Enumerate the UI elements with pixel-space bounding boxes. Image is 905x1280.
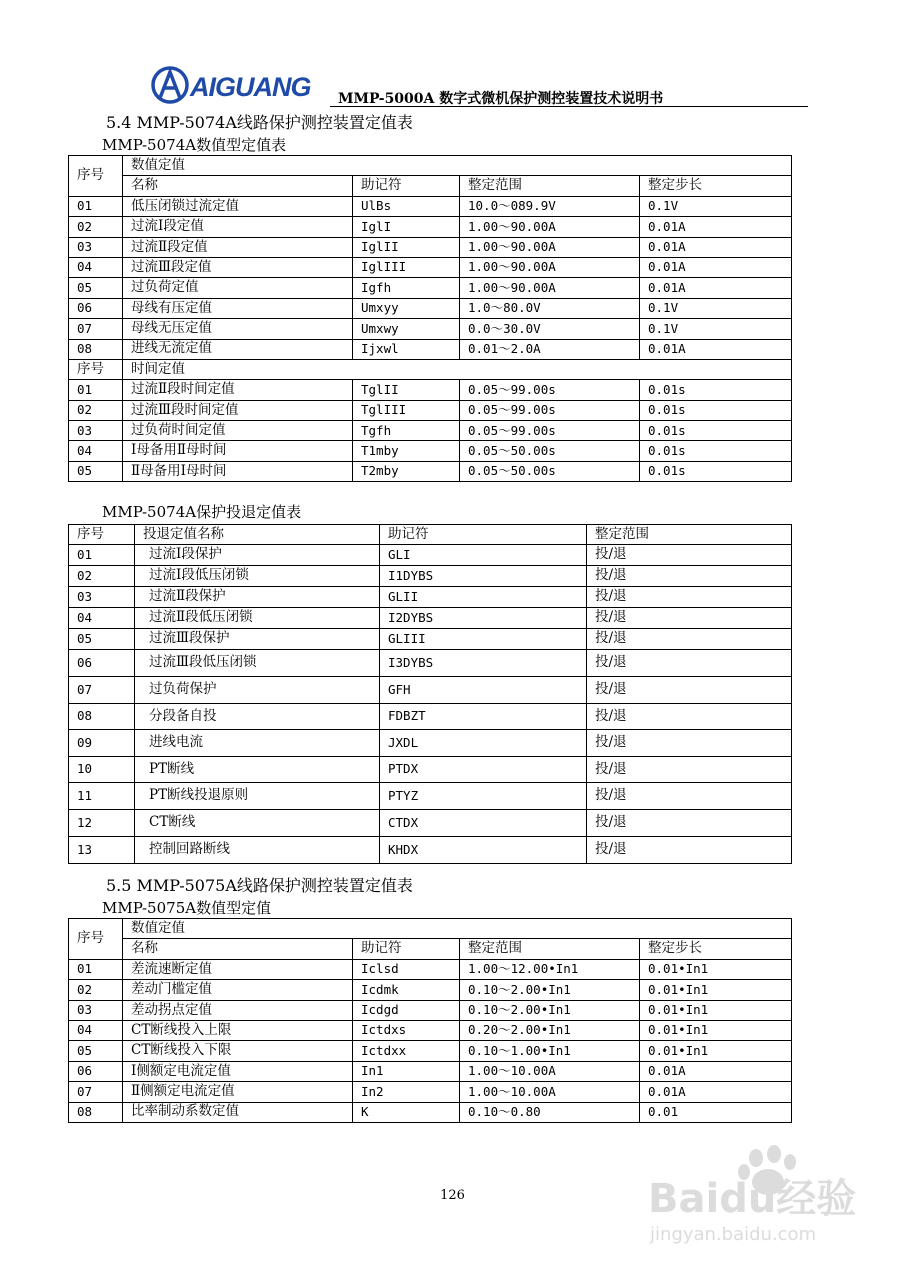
table-row [69,380,792,400]
range-cell: 投/退 [587,545,792,566]
mnemonic-cell: I1DYBS [380,566,587,587]
table-row [69,400,792,420]
name-cell: Ⅰ母备用Ⅱ母时间 [123,441,353,461]
name-cell: 进线无流定值 [123,339,353,359]
range-cell: 0.20～2.00•In1 [460,1020,640,1040]
range-cell: 0.10～2.00•In1 [460,1000,640,1020]
seq-cell: 08 [69,1102,123,1122]
range-cell: 投/退 [587,837,792,864]
table-row [69,837,792,864]
seq-cell: 01 [69,380,123,400]
name-cell: CT断线投入下限 [123,1041,353,1061]
range-cell: 投/退 [587,810,792,837]
numeric-settings-table-5074a [68,155,792,482]
name-cell: CT断线投入上限 [123,1020,353,1040]
seq-cell: 11 [69,783,135,810]
step-cell: 0.01•In1 [640,1020,792,1040]
seq-cell: 05 [69,629,135,650]
seq-header: 序号 [69,919,123,960]
table-row [69,980,792,1000]
table-row [69,1082,792,1102]
seq-cell: 04 [69,257,123,277]
step-cell: 0.01s [640,421,792,441]
section-heading-5-5: 5.5 MMP-5075A线路保护测控装置定值表 [106,876,413,895]
mnemonic-cell: Umxyy [353,298,460,318]
name-cell: 比率制动系数定值 [123,1102,353,1122]
mnemonic-cell: K [353,1102,460,1122]
seq-cell: 03 [69,421,123,441]
seq-cell: 02 [69,980,123,1000]
mnemonic-cell: GLII [380,587,587,608]
range-cell: 投/退 [587,783,792,810]
step-cell: 0.01s [640,400,792,420]
step-cell: 0.01A [640,339,792,359]
range-cell: 投/退 [587,608,792,629]
mnemonic-cell: PTYZ [380,783,587,810]
seq-cell: 07 [69,677,135,704]
name-cell: 低压闭锁过流定值 [123,196,353,216]
seq-cell: 08 [69,704,135,730]
mnemonic-cell: Ijxwl [353,339,460,359]
mnemonic-cell: IglII [353,237,460,257]
table-row [69,257,792,277]
table-row [69,566,792,587]
mnemonic-cell: PTDX [380,757,587,783]
switch-name-cell: 进线电流 [135,730,380,757]
switch-name-cell: PT断线投退原则 [135,783,380,810]
mnemonic-cell: Icdmk [353,980,460,1000]
step-cell: 0.01A [640,278,792,298]
table-row [69,757,792,783]
range-cell: 投/退 [587,704,792,730]
seq-cell: 04 [69,1020,123,1040]
mnemonic-cell: GFH [380,677,587,704]
seq-cell: 02 [69,566,135,587]
table-row [69,196,792,216]
range-cell: 0.10～1.00•In1 [460,1041,640,1061]
baidu-jingyan-watermark [640,1140,870,1250]
name-cell: 母线有压定值 [123,298,353,318]
column-header: 整定范围 [460,939,640,959]
table-row [69,421,792,441]
step-cell: 0.01s [640,441,792,461]
header-divider [330,106,808,107]
range-cell: 0.10～2.00•In1 [460,980,640,1000]
range-cell: 投/退 [587,730,792,757]
switch-name-cell: CT断线 [135,810,380,837]
range-cell: 0.05～99.00s [460,380,640,400]
switch-name-cell: 控制回路断线 [135,837,380,864]
group-header: 数值定值 [123,156,792,176]
range-cell: 投/退 [587,629,792,650]
mnemonic-cell: JXDL [380,730,587,757]
table-row [69,1061,792,1081]
seq-cell: 07 [69,319,123,339]
seq-cell: 04 [69,441,123,461]
range-cell: 0.05～50.00s [460,461,640,481]
table-column-header-row [69,939,792,959]
name-cell: 过负荷时间定值 [123,421,353,441]
seq-cell: 01 [69,959,123,979]
mnemonic-cell: Igfh [353,278,460,298]
table-row [69,810,792,837]
mnemonic-cell: Ictdxx [353,1041,460,1061]
mnemonic-cell: In2 [353,1082,460,1102]
table-row [69,1102,792,1122]
step-cell: 0.01s [640,461,792,481]
column-header: 整定步长 [640,176,792,196]
switch-name-cell: 过流Ⅰ段低压闭锁 [135,566,380,587]
table-row [69,298,792,318]
table-row [69,608,792,629]
name-cell: 差动拐点定值 [123,1000,353,1020]
aiguang-logo [150,62,335,108]
switch-name-cell: 过流Ⅰ段保护 [135,545,380,566]
seq-cell: 04 [69,608,135,629]
seq-cell: 03 [69,237,123,257]
table-row [69,237,792,257]
range-cell: 投/退 [587,566,792,587]
mnemonic-cell: Tgfh [353,421,460,441]
range-cell: 1.00～90.00A [460,217,640,237]
range-cell: 0.10～0.80 [460,1102,640,1122]
mnemonic-cell: T1mby [353,441,460,461]
document-header-title: MMP-5000A 数字式微机保护测控装置技术说明书 [338,91,664,107]
table-row [69,1000,792,1020]
column-header: 投退定值名称 [135,525,380,545]
table-row [69,650,792,677]
table-column-header-row [69,176,792,196]
mnemonic-cell: Ictdxs [353,1020,460,1040]
group-header: 时间定值 [123,359,792,379]
step-cell: 0.01•In1 [640,980,792,1000]
switch-name-cell: 过流Ⅲ段保护 [135,629,380,650]
table-row [69,217,792,237]
mnemonic-cell: IglIII [353,257,460,277]
column-header: 名称 [123,176,353,196]
step-cell: 0.1V [640,319,792,339]
numeric-settings-table-5075a [68,918,792,1123]
table-row [69,730,792,757]
seq-header: 序号 [69,359,123,379]
table-row [69,545,792,566]
table-row [69,461,792,481]
step-cell: 0.01A [640,1082,792,1102]
numeric-table-caption-5075a: MMP-5075A数值型定值 [102,899,272,917]
table-row [69,587,792,608]
step-cell: 0.01•In1 [640,1041,792,1061]
group-header: 数值定值 [123,919,792,939]
table-group-header-row [69,919,792,939]
switch-settings-table-5074a [68,524,792,864]
seq-cell: 03 [69,587,135,608]
name-cell: 母线无压定值 [123,319,353,339]
mnemonic-cell: Umxwy [353,319,460,339]
watermark-url: jingyan.baidu.com [650,1224,817,1245]
mnemonic-cell: I3DYBS [380,650,587,677]
table-column-header-row [69,525,792,545]
seq-cell: 02 [69,400,123,420]
table-row [69,959,792,979]
switch-name-cell: 分段备自投 [135,704,380,730]
seq-cell: 05 [69,1041,123,1061]
mnemonic-cell: In1 [353,1061,460,1081]
name-cell: 过流Ⅱ段时间定值 [123,380,353,400]
seq-cell: 03 [69,1000,123,1020]
column-header: 整定步长 [640,939,792,959]
range-cell: 1.00～90.00A [460,278,640,298]
step-cell: 0.01•In1 [640,1000,792,1020]
name-cell: Ⅰ侧额定电流定值 [123,1061,353,1081]
column-header: 名称 [123,939,353,959]
column-header: 助记符 [353,176,460,196]
name-cell: 差流速断定值 [123,959,353,979]
switch-name-cell: 过流Ⅱ段低压闭锁 [135,608,380,629]
switch-name-cell: 过流Ⅲ段低压闭锁 [135,650,380,677]
table-row [69,1041,792,1061]
numeric-table-caption-5074a: MMP-5074A数值型定值表 [102,136,287,154]
range-cell: 10.0～089.9V [460,196,640,216]
mnemonic-cell: CTDX [380,810,587,837]
seq-cell: 06 [69,298,123,318]
mnemonic-cell: UlBs [353,196,460,216]
table-row [69,319,792,339]
seq-cell: 01 [69,545,135,566]
switch-table-caption-5074a: MMP-5074A保护投退定值表 [102,503,302,521]
name-cell: 差动门槛定值 [123,980,353,1000]
mnemonic-cell: TglII [353,380,460,400]
seq-cell: 01 [69,196,123,216]
step-cell: 0.01s [640,380,792,400]
mnemonic-cell: T2mby [353,461,460,481]
table-row [69,441,792,461]
range-cell: 0.0～30.0V [460,319,640,339]
section-heading-5-4: 5.4 MMP-5074A线路保护测控装置定值表 [106,113,413,132]
step-cell: 0.01A [640,237,792,257]
table-row [69,1020,792,1040]
table-group-header-row [69,156,792,176]
seq-cell: 05 [69,461,123,481]
seq-cell: 10 [69,757,135,783]
range-cell: 0.05～50.00s [460,441,640,461]
switch-name-cell: 过流Ⅱ段保护 [135,587,380,608]
seq-cell: 07 [69,1082,123,1102]
table-row [69,629,792,650]
step-cell: 0.1V [640,298,792,318]
table-row [69,339,792,359]
range-cell: 投/退 [587,587,792,608]
seq-cell: 09 [69,730,135,757]
table-row [69,278,792,298]
step-cell: 0.01A [640,257,792,277]
mnemonic-cell: Iclsd [353,959,460,979]
switch-name-cell: PT断线 [135,757,380,783]
table-row [69,677,792,704]
step-cell: 0.1V [640,196,792,216]
range-cell: 投/退 [587,757,792,783]
mnemonic-cell: I2DYBS [380,608,587,629]
table-row [69,783,792,810]
name-cell: 过流Ⅱ段定值 [123,237,353,257]
step-cell: 0.01A [640,1061,792,1081]
switch-name-cell: 过负荷保护 [135,677,380,704]
mnemonic-cell: GLIII [380,629,587,650]
range-cell: 1.00～90.00A [460,257,640,277]
page-number: 126 [440,1188,465,1203]
logo-text: AIGUANG [190,72,311,102]
range-cell: 1.00～10.00A [460,1082,640,1102]
range-cell: 1.00～90.00A [460,237,640,257]
step-cell: 0.01 [640,1102,792,1122]
column-header: 序号 [69,525,135,545]
range-cell: 0.05～99.00s [460,421,640,441]
mnemonic-cell: GLI [380,545,587,566]
mnemonic-cell: TglIII [353,400,460,420]
column-header: 整定范围 [587,525,792,545]
seq-cell: 12 [69,810,135,837]
column-header: 助记符 [353,939,460,959]
range-cell: 1.00～12.00•In1 [460,959,640,979]
mnemonic-cell: IglI [353,217,460,237]
seq-header: 序号 [69,156,123,197]
table-group-header-row [69,359,792,379]
step-cell: 0.01A [640,217,792,237]
name-cell: Ⅱ侧额定电流定值 [123,1082,353,1102]
name-cell: 过流Ⅲ段时间定值 [123,400,353,420]
mnemonic-cell: FDBZT [380,704,587,730]
seq-cell: 06 [69,650,135,677]
table-row [69,704,792,730]
name-cell: 过流Ⅰ段定值 [123,217,353,237]
name-cell: Ⅱ母备用Ⅰ母时间 [123,461,353,481]
name-cell: 过流Ⅲ段定值 [123,257,353,277]
seq-cell: 13 [69,837,135,864]
column-header: 整定范围 [460,176,640,196]
mnemonic-cell: Icdgd [353,1000,460,1020]
step-cell: 0.01•In1 [640,959,792,979]
range-cell: 1.00～10.00A [460,1061,640,1081]
watermark-brand: Baidu经验 [648,1176,857,1222]
seq-cell: 05 [69,278,123,298]
name-cell: 过负荷定值 [123,278,353,298]
seq-cell: 02 [69,217,123,237]
seq-cell: 06 [69,1061,123,1081]
range-cell: 0.05～99.00s [460,400,640,420]
seq-cell: 08 [69,339,123,359]
mnemonic-cell: KHDX [380,837,587,864]
range-cell: 1.0～80.0V [460,298,640,318]
range-cell: 投/退 [587,650,792,677]
column-header: 助记符 [380,525,587,545]
range-cell: 0.01～2.0A [460,339,640,359]
range-cell: 投/退 [587,677,792,704]
